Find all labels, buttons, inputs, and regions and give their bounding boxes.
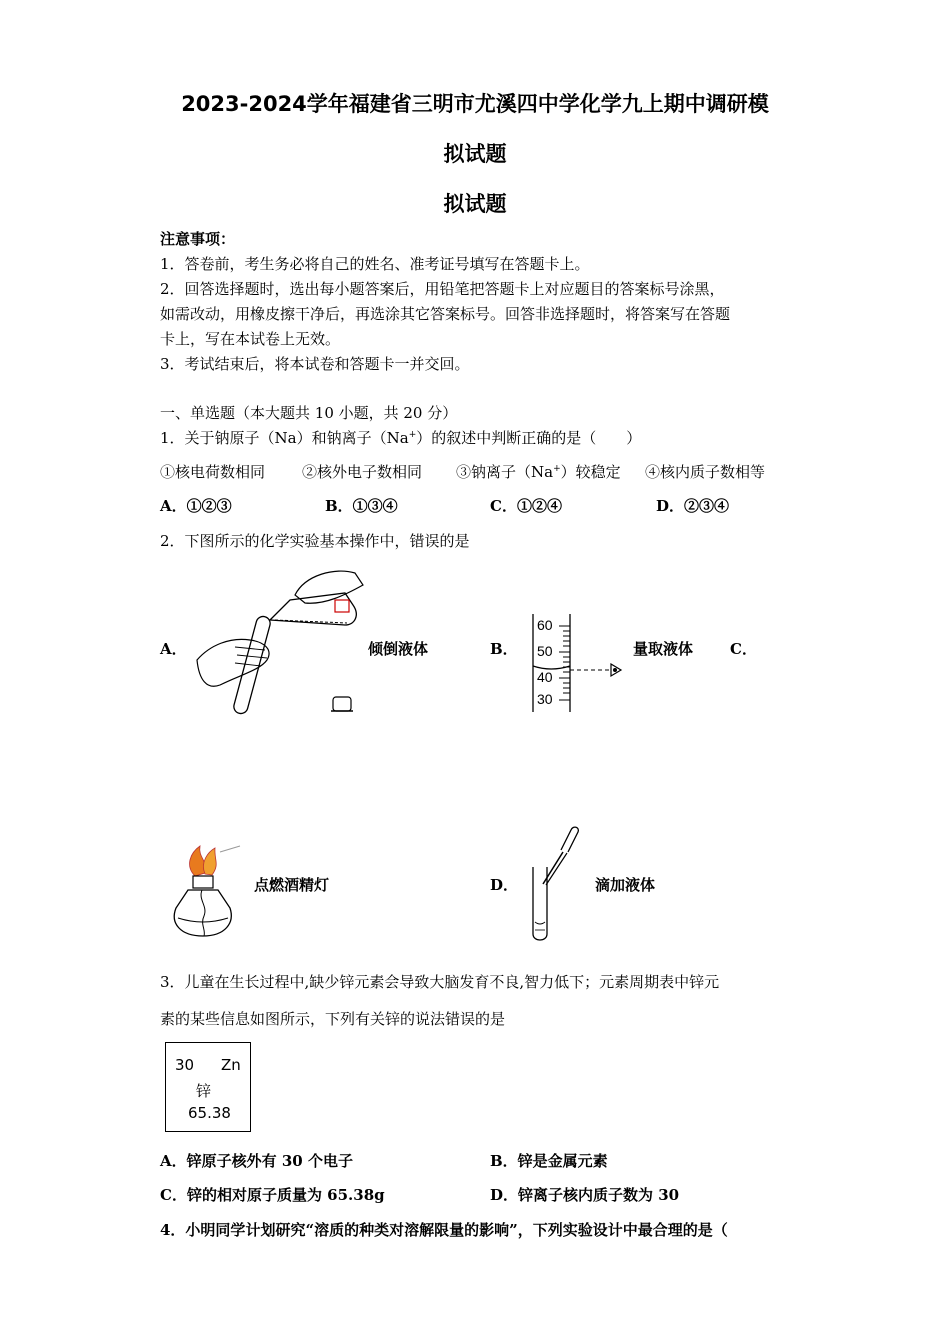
q1-option-d[interactable]: D．②③④ bbox=[656, 497, 730, 515]
tick-label: 30 bbox=[537, 691, 553, 707]
q1-statement-4: ④核内质子数相等 bbox=[645, 463, 766, 481]
q4-stem: 4．小明同学计划研究“溶质的种类对溶解限量的影响”，下列实验设计中最合理的是（ bbox=[160, 1221, 728, 1239]
notice-heading: 注意事项： bbox=[160, 230, 236, 248]
tick-label: 40 bbox=[537, 669, 553, 685]
notice-item: 2．回答选择题时，选出每小题答案后，用铅笔把答题卡上对应题目的答案标号涂黑， bbox=[160, 280, 725, 298]
q1-statement-1: ①核电荷数相同 bbox=[160, 463, 266, 481]
q2-option-c-label: 点燃酒精灯 bbox=[254, 876, 330, 894]
tick-label: 60 bbox=[537, 617, 553, 633]
q1-statement-3: ③钠离子（Na+）较稳定 bbox=[456, 463, 621, 481]
q1-option-b[interactable]: B．①③④ bbox=[325, 497, 398, 515]
tick-label: 50 bbox=[537, 643, 553, 659]
q1-option-a[interactable]: A．①②③ bbox=[160, 497, 232, 515]
q3-stem-line1: 3．儿童在生长过程中,缺少锌元素会导致大脑发育不良,智力低下；元素周期表中锌元 bbox=[160, 973, 720, 991]
q2-option-d-letter[interactable]: D． bbox=[490, 876, 519, 894]
dropper-illustration bbox=[525, 822, 585, 944]
q1-option-c[interactable]: C．①②④ bbox=[490, 497, 562, 515]
q2-option-a-letter[interactable]: A． bbox=[160, 640, 187, 658]
q3-option-b[interactable]: B．锌是金属元素 bbox=[490, 1152, 608, 1170]
q2-option-b-letter[interactable]: B． bbox=[490, 640, 518, 658]
q2-option-b-label: 量取液体 bbox=[633, 640, 694, 658]
pouring-liquid-illustration bbox=[195, 565, 365, 715]
page-title-line3: 拟试题 bbox=[443, 192, 507, 216]
atomic-number: 30 bbox=[175, 1056, 195, 1074]
page-title-line1: 2023-2024学年福建省三明市尤溪四中学化学九上期中调研模 bbox=[181, 92, 769, 116]
q1-stem: 1．关于钠原子（Na）和钠离子（Na+）的叙述中判断正确的是（ ） bbox=[160, 429, 642, 447]
notice-item: 如需改动，用橡皮擦干净后，再选涂其它答案标号。回答非选择题时，将答案写在答题 bbox=[160, 305, 731, 323]
q2-option-a-label: 倾倒液体 bbox=[368, 640, 429, 658]
notice-item: 卡上，写在本试卷上无效。 bbox=[160, 330, 341, 348]
q2-option-c-letter[interactable]: C． bbox=[730, 640, 757, 658]
element-symbol: Zn bbox=[221, 1056, 241, 1074]
q2-option-d-label: 滴加液体 bbox=[595, 876, 656, 894]
q1-statement-2: ②核外电子数相同 bbox=[302, 463, 423, 481]
zinc-element-cell bbox=[165, 1042, 251, 1132]
q3-option-d[interactable]: D．锌离子核内质子数为 30 bbox=[490, 1186, 680, 1204]
section-heading: 一、单选题（本大题共 10 小题，共 20 分） bbox=[160, 404, 458, 422]
atomic-mass: 65.38 bbox=[188, 1104, 231, 1122]
q3-option-a[interactable]: A．锌原子核外有 30 个电子 bbox=[160, 1152, 353, 1170]
q2-stem: 2．下图所示的化学实验基本操作中，错误的是 bbox=[160, 532, 470, 550]
element-name: 锌 bbox=[196, 1082, 212, 1100]
notice-item: 1．答卷前，考生务必将自己的姓名、准考证号填写在答题卡上。 bbox=[160, 255, 590, 273]
notice-item: 3．考试结束后，将本试卷和答题卡一并交回。 bbox=[160, 355, 470, 373]
q3-option-c[interactable]: C．锌的相对原子质量为 65.38g bbox=[160, 1186, 385, 1204]
page-title-line2: 拟试题 bbox=[443, 142, 507, 166]
alcohol-lamp-illustration bbox=[160, 838, 250, 943]
measuring-cylinder-illustration bbox=[525, 608, 635, 716]
q3-stem-line2: 素的某些信息如图所示，下列有关锌的说法错误的是 bbox=[160, 1010, 506, 1028]
